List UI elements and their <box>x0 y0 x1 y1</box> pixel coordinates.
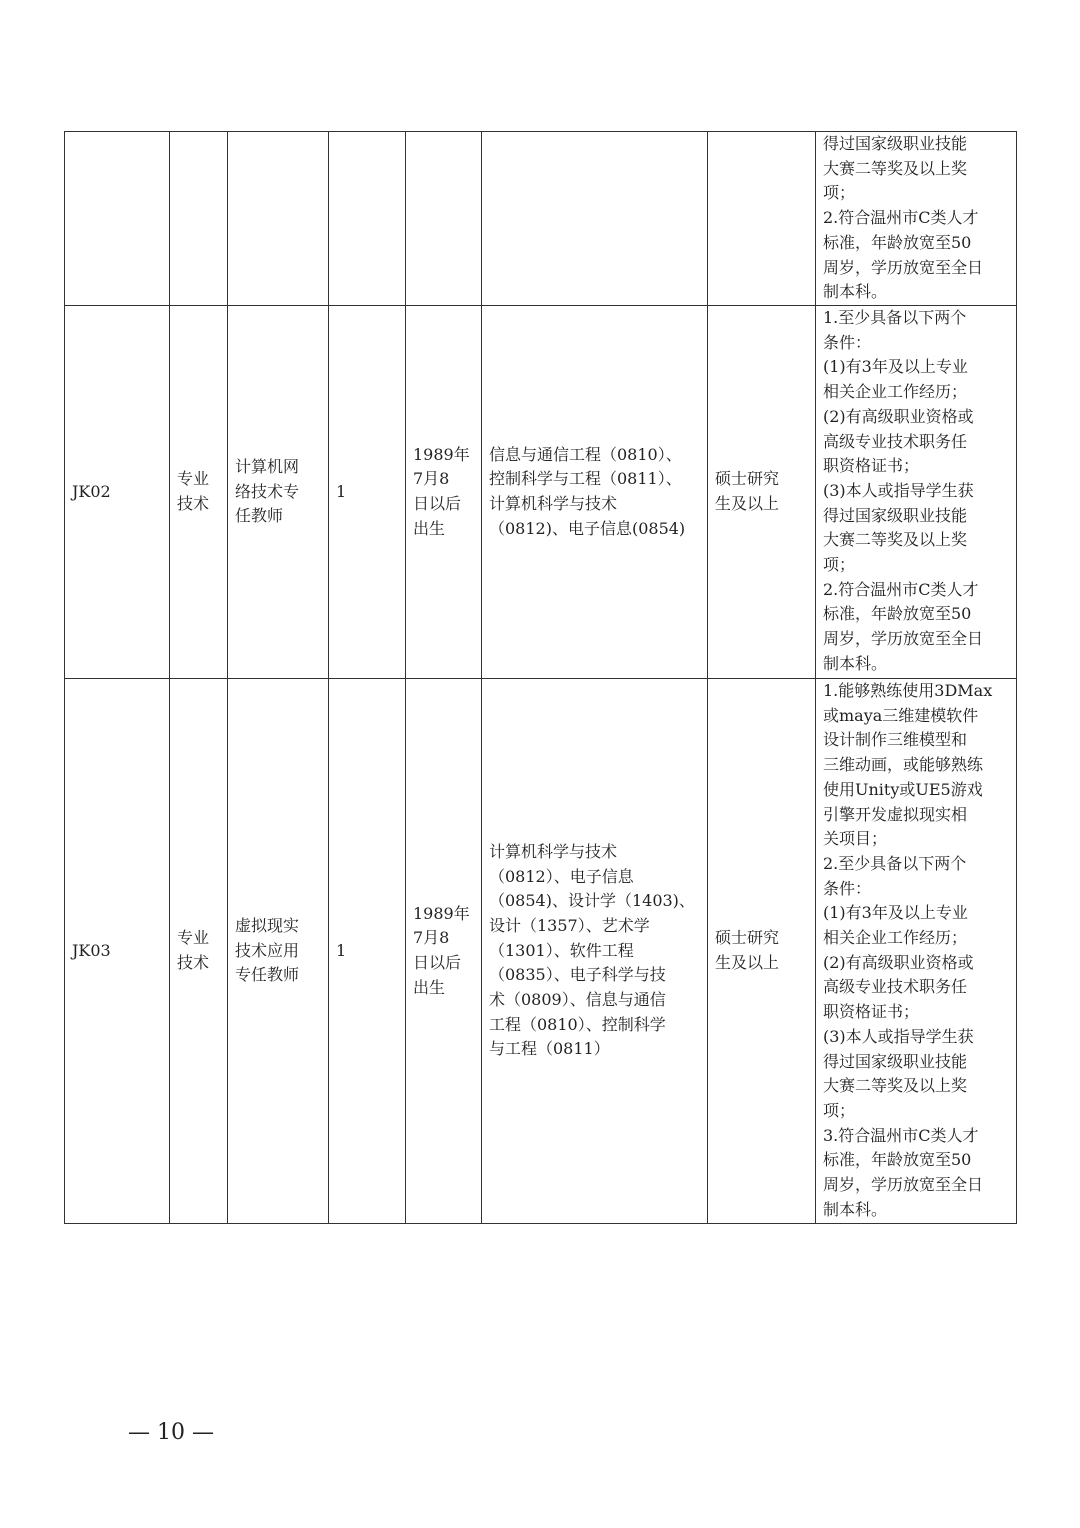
degree-cell <box>708 132 816 306</box>
position-cell: 计算机网 络技术专 任教师 <box>228 306 329 679</box>
degree-cell: 硕士研究 生及以上 <box>708 306 816 679</box>
table-row <box>65 679 1017 1224</box>
requirements-cell: 1.至少具备以下两个 条件： (1)有3年及以上专业 相关企业工作经历； (2)有高级职业资格或 高级专业技术职务任 职资格证书； (3)本人或指导学生获 得过国家级职业技能 大赛二等奖及以上奖 项； 2.符合温州市C类人才 标准，年龄放宽至50 周岁，学历放宽至全日 制本科。 <box>816 306 1017 679</box>
position-cell: 虚拟现实 技术应用 专任教师 <box>228 679 329 1224</box>
page-number: — 10 — <box>128 1420 214 1445</box>
code-cell: JK02 <box>65 306 170 679</box>
major-cell <box>482 132 708 306</box>
major-cell: 计算机科学与技术 （0812）、电子信息 （0854)、设计学（1403)、 设计（1357）、艺术学 （1301）、软件工程 （0835）、电子科学与技 术（0809）、信息与通信 工程（0810）、控制科学 与工程（0811） <box>482 679 708 1224</box>
birth-cell: 1989年 7月8 日以后 出生 <box>406 679 482 1224</box>
count-cell: 1 <box>329 679 406 1224</box>
category-cell <box>170 132 228 306</box>
count-cell: 1 <box>329 306 406 679</box>
recruitment-table <box>64 131 1017 1224</box>
code-cell: JK03 <box>65 679 170 1224</box>
category-cell: 专业 技术 <box>170 679 228 1224</box>
code-cell <box>65 132 170 306</box>
table-row <box>65 132 1017 306</box>
birth-cell: 1989年 7月8 日以后 出生 <box>406 306 482 679</box>
position-cell <box>228 132 329 306</box>
requirements-cell: 得过国家级职业技能 大赛二等奖及以上奖 项； 2.符合温州市C类人才 标准，年龄放宽至50 周岁，学历放宽至全日 制本科。 <box>816 132 1017 306</box>
major-cell: 信息与通信工程（0810）、 控制科学与工程（0811）、 计算机科学与技术 （0812)、电子信息(0854) <box>482 306 708 679</box>
degree-cell: 硕士研究 生及以上 <box>708 679 816 1224</box>
table-row <box>65 306 1017 679</box>
birth-cell <box>406 132 482 306</box>
requirements-cell: 1.能够熟练使用3DMax 或maya三维建模软件 设计制作三维模型和 三维动画，或能够熟练 使用Unity或UE5游戏 引擎开发虚拟现实相 关项目； 2.至少具备以下两个 条件： (1)有3年及以上专业 相关企业工作经历； (2)有高级职业资格或 高级专业技术职务任 职资格证书； (3)本人或指导学生获 得过国家级职业技能 大赛二等奖及以上奖 项； 3.符合温州市C类人才 标准，年龄放宽至50 周岁，学历放宽至全日 制本科。 <box>816 679 1017 1224</box>
category-cell: 专业 技术 <box>170 306 228 679</box>
count-cell <box>329 132 406 306</box>
